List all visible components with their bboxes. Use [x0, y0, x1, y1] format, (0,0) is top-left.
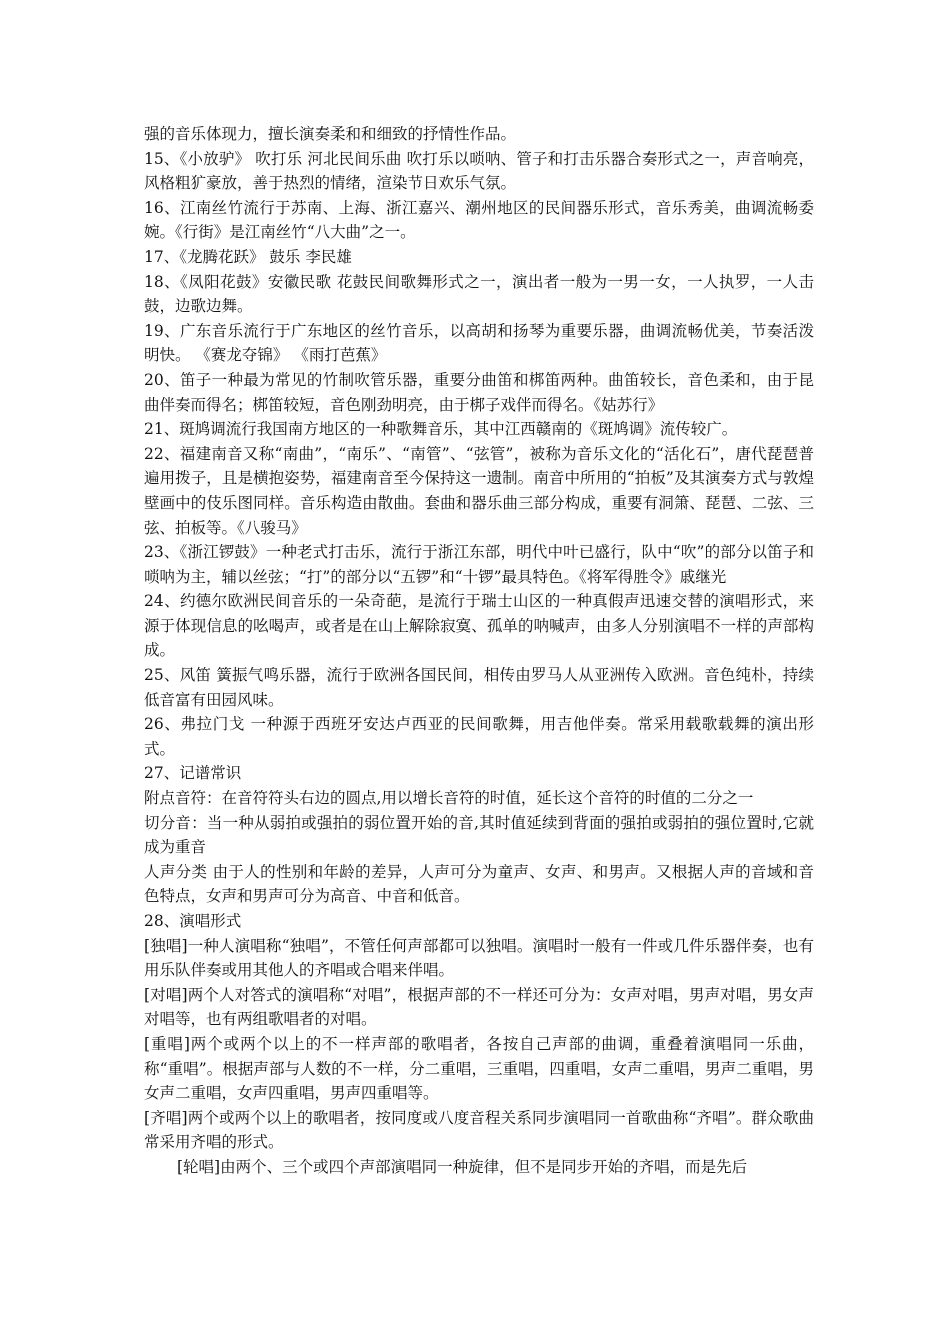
paragraph: [重唱]两个或两个以上的不一样声部的歌唱者，各按自己声部的曲调，重叠着演唱同一乐曲，称“重唱”。根据声部与人数的不一样，分二重唱，三重唱，四重唱，女声二重唱，男声二重唱，男女声二重唱，女声四重唱，男声四重唱等。 [144, 1034, 814, 1103]
section-heading: 28、演唱形式 [144, 912, 242, 930]
paragraph: 人声分类 由于人的性别和年龄的差异，人声可分为童声、女声、和男声。又根据人声的音域和音色特点，女声和男声可分为高音、中音和低音。 [144, 862, 814, 906]
paragraph: 附点音符：在音符符头右边的圆点,用以增长音符的时值，延长这个音符的时值的二分之一 [144, 789, 754, 808]
paragraph: [独唱]一种人演唱称“独唱”，不管任何声部都可以独唱。演唱时一般有一件或几件乐器伴奏，也有用乐队伴奏或用其他人的齐唱或合唱来伴唱。 [144, 936, 814, 980]
paragraph: 17、《龙腾花跃》 鼓乐 李民雄 [144, 247, 352, 266]
paragraph: [齐唱]两个或两个以上的歌唱者，按同度或八度音程关系同步演唱同一首歌曲称“齐唱”。群众歌曲常采用齐唱的形式。 [144, 1108, 814, 1152]
paragraph: 16、江南丝竹流行于苏南、上海、浙江嘉兴、潮州地区的民间器乐形式，音乐秀美，曲调流畅委婉。《行街》是江南丝竹“八大曲”之一。 [144, 198, 814, 242]
paragraph: [对唱]两个人对答式的演唱称“对唱”，根据声部的不一样还可分为：女声对唱，男声对唱，男女声对唱等，也有两组歌唱者的对唱。 [144, 985, 814, 1029]
paragraph: 20、笛子一种最为常见的竹制吹管乐器，重要分曲笛和梆笛两种。曲笛较长，音色柔和，由于昆曲伴奏而得名；梆笛较短，音色刚劲明亮，由于梆子戏伴而得名。《姑苏行》 [144, 370, 814, 414]
paragraph: 26、弗拉门戈 一种源于西班牙安达卢西亚的民间歌舞，用吉他伴奏。常采用载歌载舞的演出形式。 [144, 715, 814, 758]
paragraph: [轮唱]由两个、三个或四个声部演唱同一种旋律，但不是同步开始的齐唱，而是先后 [177, 1157, 748, 1176]
paragraph: 19、广东音乐流行于广东地区的丝竹音乐，以高胡和扬琴为重要乐器，曲调流畅优美，节奏活泼明快。 《赛龙夺锦》 《雨打芭蕉》 [144, 321, 814, 365]
paragraph: 23、《浙江锣鼓》一种老式打击乐，流行于浙江东部，明代中叶已盛行，队中“吹”的部分以笛子和唢呐为主，辅以丝弦；“打”的部分以“五锣”和“十锣”最具特色。《将军得胜令》戚继光 [144, 543, 814, 586]
paragraph: 切分音：当一种从弱拍或强拍的弱位置开始的音,其时值延续到背面的强拍或弱拍的强位置时,它就成为重音 [144, 813, 814, 857]
paragraph: 25、风笛 簧振气鸣乐器，流行于欧洲各国民间，相传由罗马人从亚洲传入欧洲。音色纯朴，持续低音富有田园风味。 [144, 666, 814, 709]
paragraph: 15、《小放驴》 吹打乐 河北民间乐曲 吹打乐以唢呐、管子和打击乐器合奏形式之一，声音响亮，风格粗犷豪放，善于热烈的情绪，渲染节日欢乐气氛。 [144, 149, 814, 193]
paragraph: 强的音乐体现力，擅长演奏柔和和细致的抒情性作品。 [144, 125, 517, 143]
paragraph: 24、约德尔欧洲民间音乐的一朵奇葩，是流行于瑞士山区的一种真假声迅速交替的演唱形式，来源于体现信息的吆喝声，或者是在山上解除寂寞、孤单的呐喊声，由多人分别演唱不一样的声部构成。 [144, 592, 814, 660]
paragraph: 18、《凤阳花鼓》安徽民歌 花鼓民间歌舞形式之一，演出者一般为一男一女，一人执罗，一人击鼓，边歌边舞。 [144, 272, 814, 316]
section-heading: 27、记谱常识 [144, 764, 242, 783]
document-body [144, 122, 814, 1180]
paragraph: 22、福建南音又称“南曲”，“南乐”、“南管”、“弦管”，被称为音乐文化的“活化石”，唐代琵琶普遍用拨子，且是横抱姿势，福建南音至今保持这一遗制。南音中所用的“拍板”及其演奏方式与敦煌壁画中的伎乐图同样。音乐构造由散曲。套曲和器乐曲三部分构成，重要有洞箫、琵琶、二弦、三弦、拍板等。《八骏马》 [144, 444, 814, 537]
paragraph: 21、斑鸠调流行我国南方地区的一种歌舞音乐，其中江西赣南的《斑鸠调》流传较广。 [144, 420, 738, 439]
